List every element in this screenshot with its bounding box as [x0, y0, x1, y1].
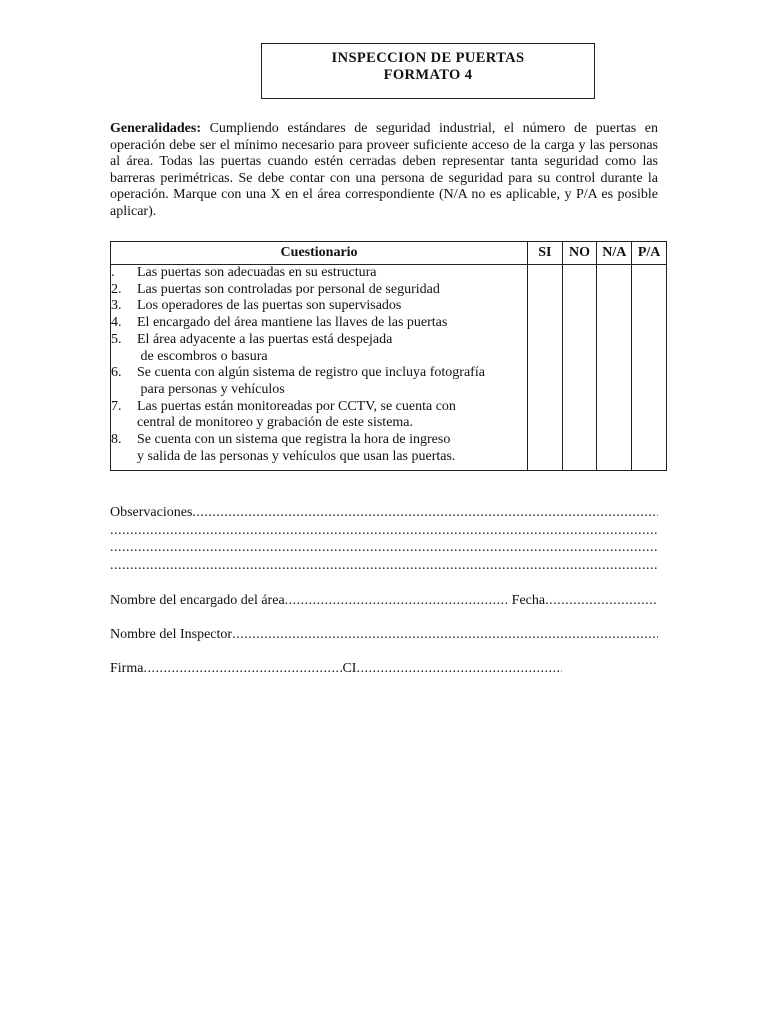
question-text-continued: de escombros o basura [137, 348, 268, 364]
question-item [111, 282, 527, 299]
question-item [111, 265, 527, 282]
question-item [111, 315, 527, 332]
fecha-field[interactable] [545, 592, 658, 610]
firma-label: Firma [110, 661, 144, 676]
observaciones-line [110, 522, 658, 540]
inspector-label: Nombre del Inspector [110, 627, 233, 642]
question-text: Se cuenta con un sistema que registra la hora de ingreso [137, 432, 451, 448]
ci-field[interactable] [356, 660, 562, 678]
header-si: SI [528, 242, 563, 265]
firma-field[interactable] [143, 660, 342, 678]
encargado-field[interactable] [285, 592, 507, 610]
question-number: 4. [111, 315, 122, 331]
question-text-continued: central de monitoreo y grabación de este sistema. [137, 415, 414, 431]
header-no: NO [562, 242, 597, 265]
question-number: 7. [111, 398, 122, 414]
title-box [261, 43, 595, 99]
table-header-row [111, 242, 667, 265]
header-question: Cuestionario [111, 242, 528, 265]
question-list-cell [111, 265, 528, 471]
intro-text: Cumpliendo estándares de seguridad industrial, el número de puertas en operación debe ser el mínimo necesario para proveer suficiente acceso de la carga y las personas al área. Todas las puertas cuando estén cerradas deben representar tanta seguridad como las barreras perimétricas. Se debe contar con una persona de seguridad para su control durante la operación. Marque con una X en el área correspondiente (N/A no es aplicable, y P/A es posible aplicar). [110, 121, 658, 219]
question-number: 5. [111, 331, 122, 347]
question-item [111, 365, 527, 398]
observaciones-field[interactable] [192, 504, 658, 522]
inspector-row [110, 626, 658, 644]
table-body-row [111, 265, 667, 471]
question-text: Las puertas son controladas por personal de seguridad [137, 281, 440, 297]
questionnaire-table [110, 241, 667, 471]
observaciones-line [110, 557, 658, 575]
observaciones-row [110, 504, 658, 522]
form-footer [110, 504, 658, 678]
question-text: Las puertas están monitoreadas por CCTV, se cuenta con [137, 398, 456, 414]
inspector-field[interactable] [232, 626, 658, 644]
question-number: 8. [111, 432, 122, 448]
observaciones-line [110, 539, 658, 557]
answer-cell-si[interactable] [528, 265, 563, 471]
document-subtitle: FORMATO 4 [383, 67, 473, 83]
question-number: 3. [111, 298, 122, 314]
observaciones-field-line[interactable] [110, 522, 658, 540]
question-text: El encargado del área mantiene las llaves de las puertas [137, 315, 448, 331]
question-item [111, 432, 527, 465]
encargado-row [110, 592, 658, 610]
intro-lead: Generalidades: [110, 121, 201, 136]
ci-label: CI [342, 661, 357, 676]
header-na: N/A [597, 242, 632, 265]
observaciones-field-line[interactable] [110, 557, 658, 575]
answer-cell-na[interactable] [597, 265, 632, 471]
question-text-continued: y salida de las personas y vehículos que usan las puertas. [137, 448, 456, 464]
question-number: . [111, 265, 115, 280]
firma-row [110, 660, 658, 678]
intro-paragraph [110, 121, 658, 220]
question-text: El área adyacente a las puertas está despejada [137, 331, 393, 347]
question-item [111, 399, 527, 432]
answer-cell-no[interactable] [562, 265, 597, 471]
answer-cell-pa[interactable] [632, 265, 667, 471]
question-item [111, 298, 527, 315]
header-pa: P/A [632, 242, 667, 265]
question-text: Se cuenta con algún sistema de registro que incluya fotografía [137, 365, 485, 381]
question-text: Las puertas son adecuadas en su estructura [137, 265, 377, 280]
question-number: 2. [111, 281, 122, 297]
question-text: Los operadores de las puertas son supervisados [137, 298, 402, 314]
encargado-label: Nombre del encargado del área [110, 593, 285, 608]
document-title: INSPECCION DE PUERTAS [331, 50, 525, 66]
question-number: 6. [111, 365, 122, 381]
question-item [111, 332, 527, 365]
observaciones-field-line[interactable] [110, 539, 658, 557]
question-text-continued: para personas y vehículos [137, 381, 285, 397]
fecha-label: Fecha [511, 593, 546, 608]
observaciones-label: Observaciones [110, 505, 193, 520]
